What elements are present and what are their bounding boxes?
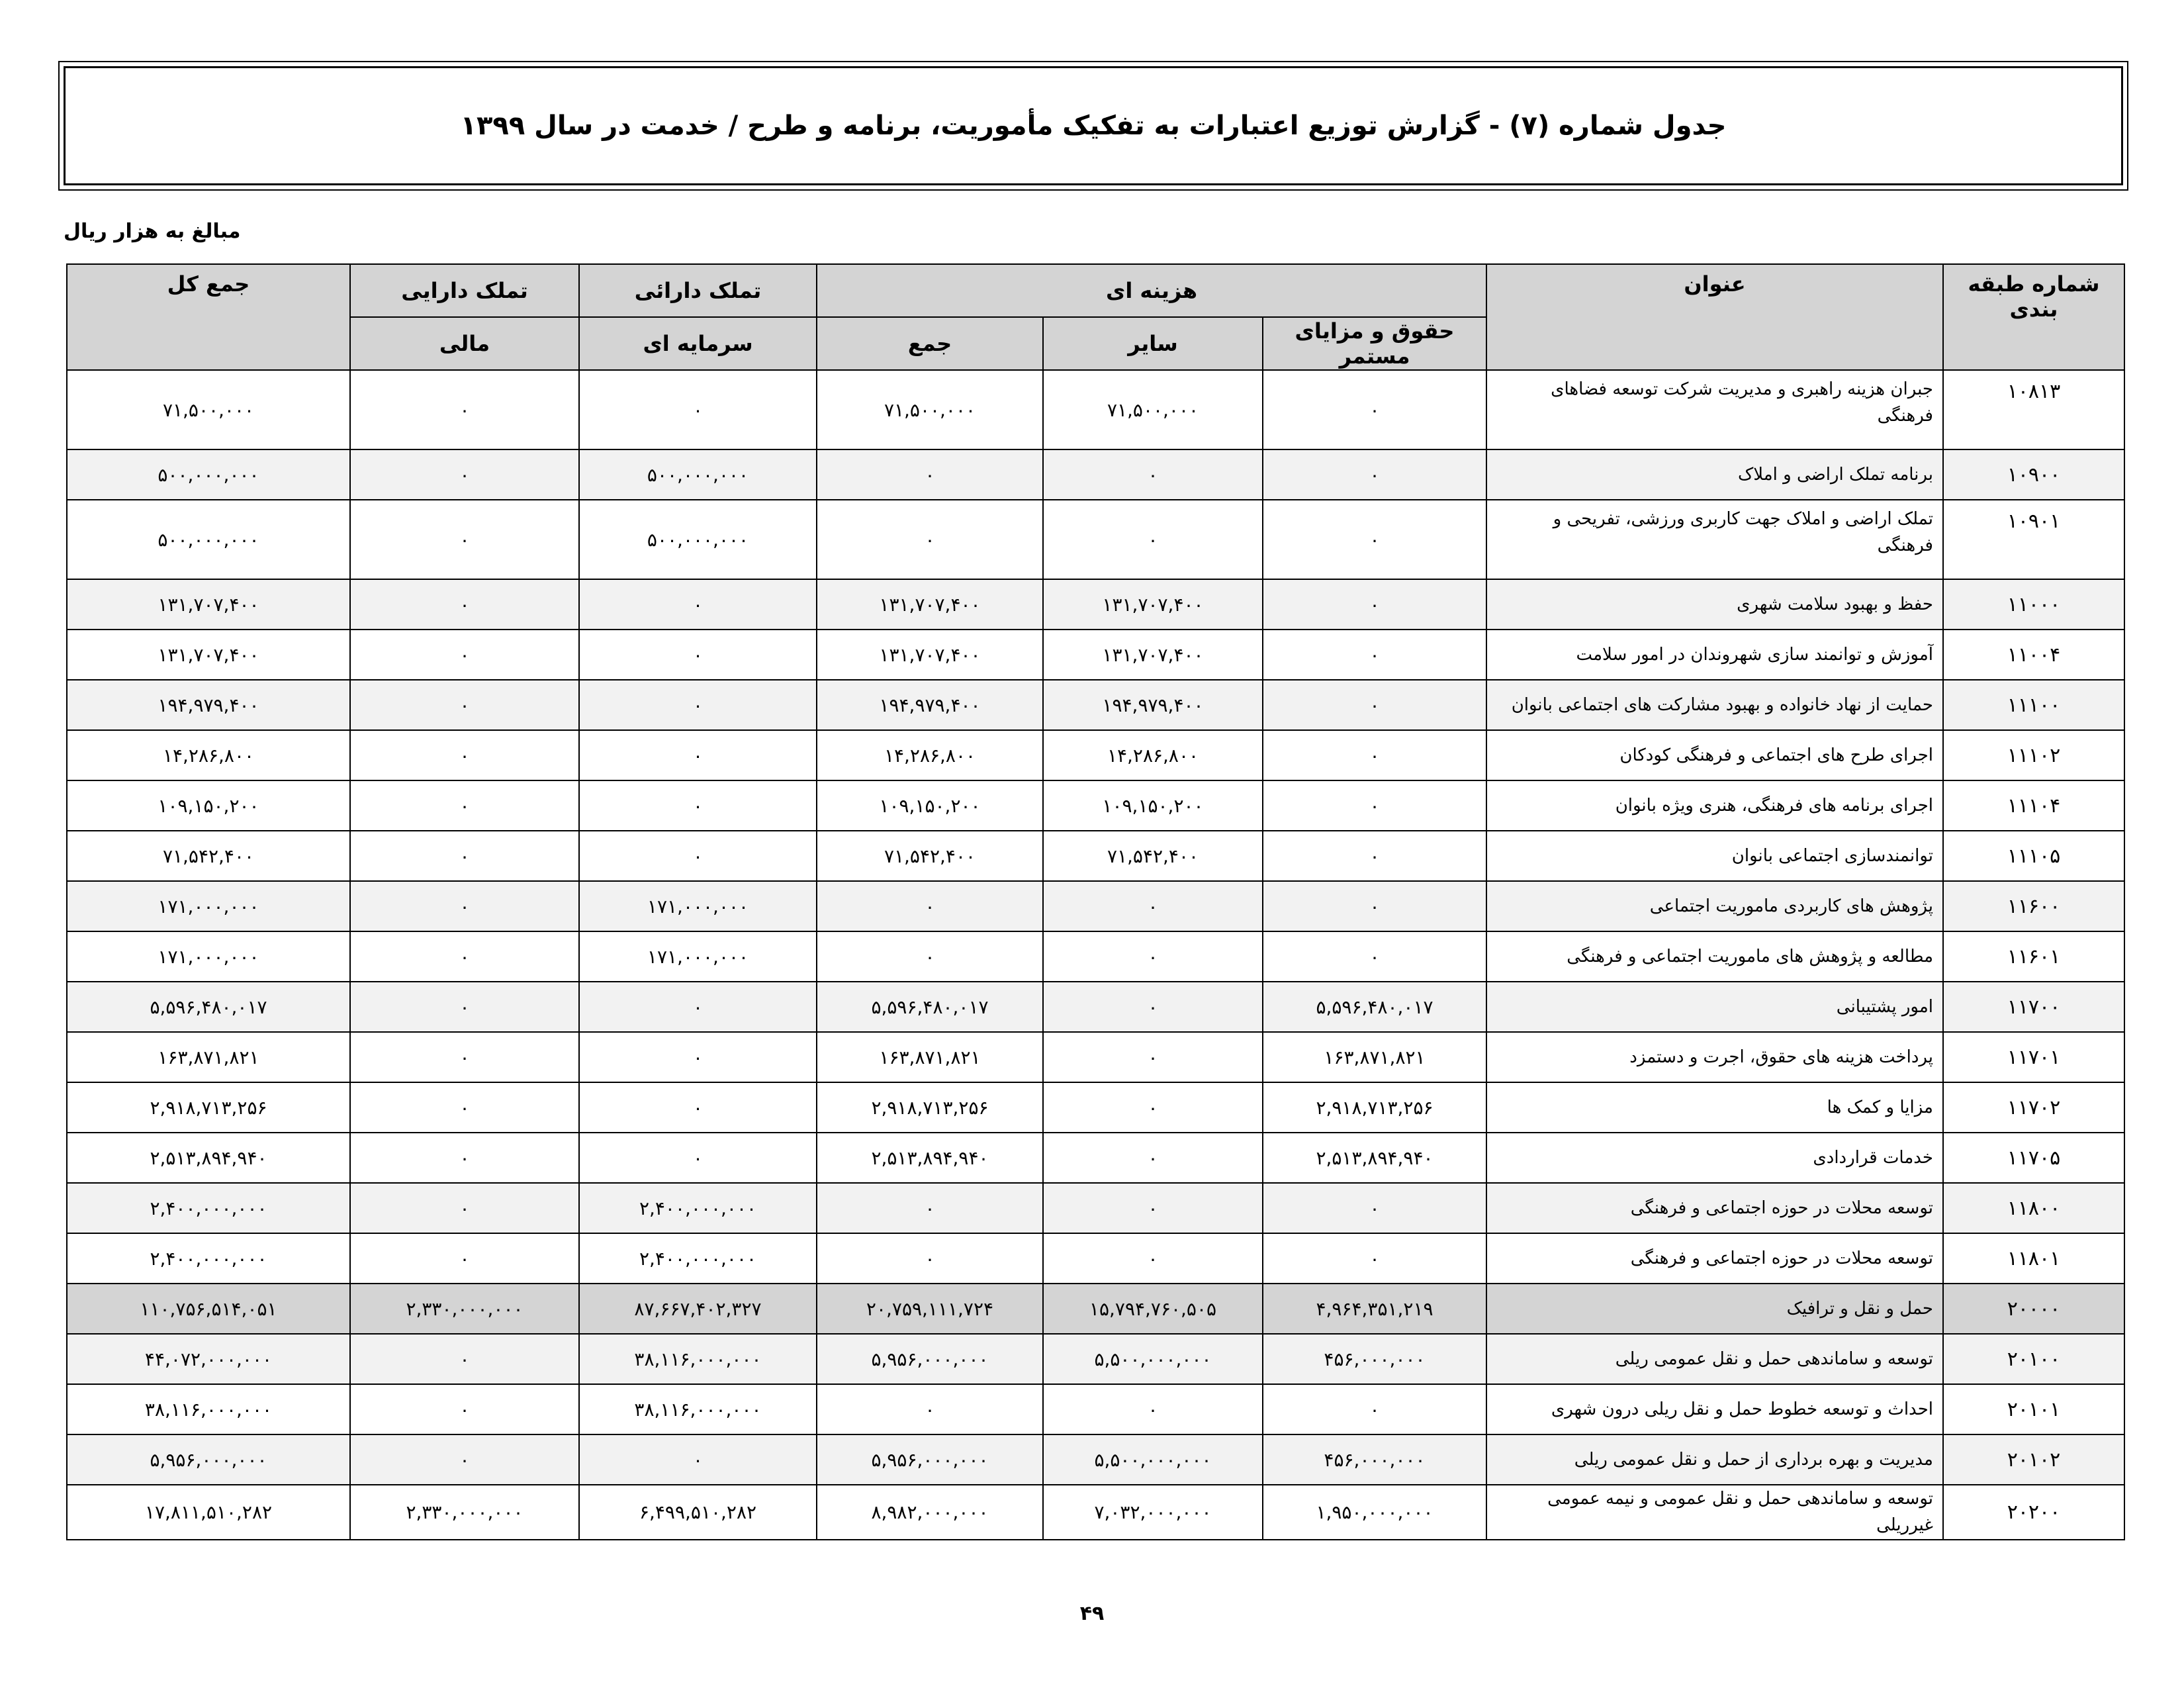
cell-capital: ۰ xyxy=(579,370,817,449)
cell-code: ۱۱۸۰۰ xyxy=(1943,1183,2124,1233)
cell-other: ۰ xyxy=(1043,982,1263,1032)
cell-capital: ۲,۴۰۰,۰۰۰,۰۰۰ xyxy=(579,1183,817,1233)
header-row-1 xyxy=(67,264,2124,317)
cell-capital: ۰ xyxy=(579,1133,817,1183)
cell-expense-total: ۲,۵۱۳,۸۹۴,۹۴۰ xyxy=(817,1133,1043,1183)
table-row xyxy=(67,1133,2124,1183)
cell-expense-total: ۵,۹۵۶,۰۰۰,۰۰۰ xyxy=(817,1434,1043,1485)
table-row xyxy=(67,881,2124,931)
cell-code: ۱۱۰۰۴ xyxy=(1943,630,2124,680)
cell-grand-total: ۴۴,۰۷۲,۰۰۰,۰۰۰ xyxy=(67,1334,350,1384)
cell-title: حفظ و بهبود سلامت شهری xyxy=(1486,579,1943,630)
cell-expense-total: ۰ xyxy=(817,1183,1043,1233)
cell-salary: ۰ xyxy=(1263,1183,1486,1233)
cell-expense-total: ۵,۵۹۶,۴۸۰,۰۱۷ xyxy=(817,982,1043,1032)
cell-grand-total: ۲,۵۱۳,۸۹۴,۹۴۰ xyxy=(67,1133,350,1183)
cell-salary: ۲,۹۱۸,۷۱۳,۲۵۶ xyxy=(1263,1082,1486,1133)
cell-other: ۷,۰۳۲,۰۰۰,۰۰۰ xyxy=(1043,1485,1263,1540)
table-row xyxy=(67,931,2124,982)
cell-expense-total: ۵,۹۵۶,۰۰۰,۰۰۰ xyxy=(817,1334,1043,1384)
cell-salary: ۰ xyxy=(1263,931,1486,982)
table-row xyxy=(67,579,2124,630)
cell-financial: ۰ xyxy=(350,931,579,982)
cell-expense-total: ۲۰,۷۵۹,۱۱۱,۷۲۴ xyxy=(817,1284,1043,1334)
header-other: سایر xyxy=(1043,317,1263,370)
cell-other: ۰ xyxy=(1043,881,1263,931)
table-row xyxy=(67,1284,2124,1334)
cell-code: ۲۰۰۰۰ xyxy=(1943,1284,2124,1334)
cell-capital: ۱۷۱,۰۰۰,۰۰۰ xyxy=(579,881,817,931)
budget-distribution-table xyxy=(66,263,2125,1540)
cell-expense-total: ۰ xyxy=(817,1233,1043,1284)
cell-other: ۰ xyxy=(1043,500,1263,579)
cell-title: جبران هزینه راهبری و مدیریت شرکت توسعه فضاهای فرهنگی xyxy=(1486,370,1943,449)
cell-other: ۱۵,۷۹۴,۷۶۰,۵۰۵ xyxy=(1043,1284,1263,1334)
cell-salary: ۰ xyxy=(1263,370,1486,449)
cell-expense-total: ۰ xyxy=(817,931,1043,982)
header-expense-total: جمع xyxy=(817,317,1043,370)
table-row xyxy=(67,500,2124,579)
cell-grand-total: ۱۷۱,۰۰۰,۰۰۰ xyxy=(67,931,350,982)
cell-capital: ۰ xyxy=(579,680,817,730)
cell-salary: ۵,۵۹۶,۴۸۰,۰۱۷ xyxy=(1263,982,1486,1032)
cell-grand-total: ۲,۴۰۰,۰۰۰,۰۰۰ xyxy=(67,1233,350,1284)
cell-capital: ۳۸,۱۱۶,۰۰۰,۰۰۰ xyxy=(579,1334,817,1384)
cell-capital: ۵۰۰,۰۰۰,۰۰۰ xyxy=(579,449,817,500)
cell-grand-total: ۲,۴۰۰,۰۰۰,۰۰۰ xyxy=(67,1183,350,1233)
table-row xyxy=(67,730,2124,780)
cell-grand-total: ۷۱,۵۴۲,۴۰۰ xyxy=(67,831,350,881)
cell-expense-total: ۷۱,۵۴۲,۴۰۰ xyxy=(817,831,1043,881)
report-title: جدول شماره (۷) - گزارش توزیع اعتبارات به تفکیک مأموریت، برنامه و طرح / خدمت در سال ۱۳۹۹ xyxy=(460,111,1727,141)
cell-financial: ۰ xyxy=(350,730,579,780)
cell-title: مزایا و کمک ها xyxy=(1486,1082,1943,1133)
cell-title: مطالعه و پژوهش های ماموریت اجتماعی و فرهنگی xyxy=(1486,931,1943,982)
cell-other: ۵,۵۰۰,۰۰۰,۰۰۰ xyxy=(1043,1434,1263,1485)
cell-financial: ۰ xyxy=(350,1334,579,1384)
cell-financial: ۰ xyxy=(350,1032,579,1082)
cell-grand-total: ۲,۹۱۸,۷۱۳,۲۵۶ xyxy=(67,1082,350,1133)
cell-other: ۰ xyxy=(1043,449,1263,500)
cell-title: برنامه تملک اراضی و املاک xyxy=(1486,449,1943,500)
header-financial-top: تملک دارایی xyxy=(350,264,579,317)
cell-expense-total: ۷۱,۵۰۰,۰۰۰ xyxy=(817,370,1043,449)
cell-title: حمایت از نهاد خانواده و بهبود مشارکت های اجتماعی بانوان xyxy=(1486,680,1943,730)
table-row xyxy=(67,1082,2124,1133)
table-row xyxy=(67,1485,2124,1540)
cell-grand-total: ۵,۹۵۶,۰۰۰,۰۰۰ xyxy=(67,1434,350,1485)
cell-salary: ۰ xyxy=(1263,1233,1486,1284)
cell-code: ۱۱۷۰۱ xyxy=(1943,1032,2124,1082)
cell-salary: ۰ xyxy=(1263,500,1486,579)
header-capital-bottom: سرمایه ای xyxy=(579,317,817,370)
cell-salary: ۱,۹۵۰,۰۰۰,۰۰۰ xyxy=(1263,1485,1486,1540)
cell-grand-total: ۱۹۴,۹۷۹,۴۰۰ xyxy=(67,680,350,730)
cell-expense-total: ۱۰۹,۱۵۰,۲۰۰ xyxy=(817,780,1043,831)
header-code: شماره طبقه بندی xyxy=(1943,264,2124,370)
cell-code: ۱۱۶۰۱ xyxy=(1943,931,2124,982)
cell-financial: ۰ xyxy=(350,1384,579,1434)
cell-expense-total: ۰ xyxy=(817,881,1043,931)
cell-capital: ۰ xyxy=(579,982,817,1032)
cell-title: احداث و توسعه خطوط حمل و نقل ریلی درون شهری xyxy=(1486,1384,1943,1434)
cell-capital: ۰ xyxy=(579,1082,817,1133)
cell-code: ۱۱۶۰۰ xyxy=(1943,881,2124,931)
cell-title: خدمات قراردادی xyxy=(1486,1133,1943,1183)
cell-title: توسعه محلات در حوزه اجتماعی و فرهنگی xyxy=(1486,1233,1943,1284)
cell-capital: ۰ xyxy=(579,1032,817,1082)
cell-salary: ۱۶۳,۸۷۱,۸۲۱ xyxy=(1263,1032,1486,1082)
cell-title: امور پشتیبانی xyxy=(1486,982,1943,1032)
table-body xyxy=(67,370,2124,1540)
cell-other: ۰ xyxy=(1043,1032,1263,1082)
cell-title: آموزش و توانمند سازی شهروندان در امور سلامت xyxy=(1486,630,1943,680)
cell-salary: ۰ xyxy=(1263,831,1486,881)
cell-grand-total: ۵,۵۹۶,۴۸۰,۰۱۷ xyxy=(67,982,350,1032)
cell-capital: ۵۰۰,۰۰۰,۰۰۰ xyxy=(579,500,817,579)
cell-code: ۱۱۱۰۵ xyxy=(1943,831,2124,881)
cell-code: ۱۱۸۰۱ xyxy=(1943,1233,2124,1284)
table-row xyxy=(67,780,2124,831)
cell-capital: ۸۷,۶۶۷,۴۰۲,۳۲۷ xyxy=(579,1284,817,1334)
cell-salary: ۰ xyxy=(1263,780,1486,831)
header-salary: حقوق و مزایای مستمر xyxy=(1263,317,1486,370)
cell-capital: ۰ xyxy=(579,780,817,831)
table-row xyxy=(67,630,2124,680)
cell-other: ۷۱,۵۰۰,۰۰۰ xyxy=(1043,370,1263,449)
cell-expense-total: ۰ xyxy=(817,500,1043,579)
cell-grand-total: ۳۸,۱۱۶,۰۰۰,۰۰۰ xyxy=(67,1384,350,1434)
cell-financial: ۰ xyxy=(350,1233,579,1284)
cell-expense-total: ۸,۹۸۲,۰۰۰,۰۰۰ xyxy=(817,1485,1043,1540)
cell-code: ۱۱۷۰۵ xyxy=(1943,1133,2124,1183)
cell-other: ۱۹۴,۹۷۹,۴۰۰ xyxy=(1043,680,1263,730)
cell-code: ۲۰۱۰۰ xyxy=(1943,1334,2124,1384)
report-title-box xyxy=(64,66,2123,185)
cell-financial: ۰ xyxy=(350,1082,579,1133)
cell-salary: ۰ xyxy=(1263,881,1486,931)
header-financial-bottom: مالی xyxy=(350,317,579,370)
cell-capital: ۳۸,۱۱۶,۰۰۰,۰۰۰ xyxy=(579,1384,817,1434)
cell-capital: ۲,۴۰۰,۰۰۰,۰۰۰ xyxy=(579,1233,817,1284)
cell-other: ۱۳۱,۷۰۷,۴۰۰ xyxy=(1043,579,1263,630)
page-number: ۴۹ xyxy=(1079,1602,1105,1625)
cell-code: ۱۱۷۰۰ xyxy=(1943,982,2124,1032)
header-title: عنوان xyxy=(1486,264,1943,370)
cell-salary: ۴,۹۶۴,۳۵۱,۲۱۹ xyxy=(1263,1284,1486,1334)
cell-title: اجرای طرح های اجتماعی و فرهنگی کودکان xyxy=(1486,730,1943,780)
cell-other: ۱۳۱,۷۰۷,۴۰۰ xyxy=(1043,630,1263,680)
cell-other: ۰ xyxy=(1043,1384,1263,1434)
cell-code: ۲۰۱۰۱ xyxy=(1943,1384,2124,1434)
cell-title: توسعه محلات در حوزه اجتماعی و فرهنگی xyxy=(1486,1183,1943,1233)
cell-financial: ۲,۳۳۰,۰۰۰,۰۰۰ xyxy=(350,1485,579,1540)
cell-financial: ۰ xyxy=(350,630,579,680)
cell-expense-total: ۲,۹۱۸,۷۱۳,۲۵۶ xyxy=(817,1082,1043,1133)
cell-salary: ۰ xyxy=(1263,579,1486,630)
cell-grand-total: ۵۰۰,۰۰۰,۰۰۰ xyxy=(67,500,350,579)
currency-unit-note: مبالغ به هزار ریال xyxy=(64,220,241,243)
cell-title: تملک اراضی و املاک جهت کاربری ورزشی، تفریحی و فرهنگی xyxy=(1486,500,1943,579)
cell-grand-total: ۱۳۱,۷۰۷,۴۰۰ xyxy=(67,630,350,680)
cell-grand-total: ۱۷,۸۱۱,۵۱۰,۲۸۲ xyxy=(67,1485,350,1540)
cell-financial: ۰ xyxy=(350,449,579,500)
cell-grand-total: ۱۴,۲۸۶,۸۰۰ xyxy=(67,730,350,780)
cell-financial: ۰ xyxy=(350,831,579,881)
cell-financial: ۰ xyxy=(350,500,579,579)
cell-capital: ۱۷۱,۰۰۰,۰۰۰ xyxy=(579,931,817,982)
cell-expense-total: ۰ xyxy=(817,1384,1043,1434)
cell-salary: ۴۵۶,۰۰۰,۰۰۰ xyxy=(1263,1334,1486,1384)
cell-financial: ۰ xyxy=(350,370,579,449)
cell-financial: ۰ xyxy=(350,1183,579,1233)
header-capital-top: تملک دارائی xyxy=(579,264,817,317)
cell-expense-total: ۱۹۴,۹۷۹,۴۰۰ xyxy=(817,680,1043,730)
cell-other: ۰ xyxy=(1043,1133,1263,1183)
cell-other: ۵,۵۰۰,۰۰۰,۰۰۰ xyxy=(1043,1334,1263,1384)
cell-financial: ۰ xyxy=(350,780,579,831)
table-row xyxy=(67,1032,2124,1082)
cell-code: ۱۱۷۰۲ xyxy=(1943,1082,2124,1133)
table-row xyxy=(67,1233,2124,1284)
cell-code: ۱۱۱۰۴ xyxy=(1943,780,2124,831)
header-expense-group: هزینه ای xyxy=(817,264,1486,317)
cell-financial: ۲,۳۳۰,۰۰۰,۰۰۰ xyxy=(350,1284,579,1334)
table-row xyxy=(67,831,2124,881)
cell-code: ۱۰۸۱۳ xyxy=(1943,370,2124,449)
cell-capital: ۰ xyxy=(579,1434,817,1485)
cell-code: ۱۱۱۰۲ xyxy=(1943,730,2124,780)
cell-salary: ۰ xyxy=(1263,630,1486,680)
cell-expense-total: ۱۶۳,۸۷۱,۸۲۱ xyxy=(817,1032,1043,1082)
table-row xyxy=(67,680,2124,730)
cell-title: توانمندسازی اجتماعی بانوان xyxy=(1486,831,1943,881)
cell-code: ۱۰۹۰۱ xyxy=(1943,500,2124,579)
cell-other: ۷۱,۵۴۲,۴۰۰ xyxy=(1043,831,1263,881)
cell-financial: ۰ xyxy=(350,881,579,931)
table-row xyxy=(67,1334,2124,1384)
cell-expense-total: ۱۴,۲۸۶,۸۰۰ xyxy=(817,730,1043,780)
cell-capital: ۰ xyxy=(579,730,817,780)
cell-financial: ۰ xyxy=(350,680,579,730)
cell-other: ۰ xyxy=(1043,1233,1263,1284)
cell-other: ۱۰۹,۱۵۰,۲۰۰ xyxy=(1043,780,1263,831)
cell-financial: ۰ xyxy=(350,1434,579,1485)
cell-expense-total: ۱۳۱,۷۰۷,۴۰۰ xyxy=(817,630,1043,680)
cell-code: ۱۱۱۰۰ xyxy=(1943,680,2124,730)
cell-code: ۱۱۰۰۰ xyxy=(1943,579,2124,630)
cell-salary: ۰ xyxy=(1263,680,1486,730)
cell-title: پژوهش های کاربردی ماموریت اجتماعی xyxy=(1486,881,1943,931)
cell-financial: ۰ xyxy=(350,579,579,630)
table-row xyxy=(67,1384,2124,1434)
cell-grand-total: ۱۰۹,۱۵۰,۲۰۰ xyxy=(67,780,350,831)
cell-capital: ۰ xyxy=(579,579,817,630)
cell-code: ۲۰۱۰۲ xyxy=(1943,1434,2124,1485)
table-row xyxy=(67,982,2124,1032)
cell-salary: ۰ xyxy=(1263,1384,1486,1434)
cell-title: توسعه و ساماندهی حمل و نقل عمومی و نیمه عمومی غیرریلی xyxy=(1486,1485,1943,1540)
cell-other: ۱۴,۲۸۶,۸۰۰ xyxy=(1043,730,1263,780)
cell-code: ۲۰۲۰۰ xyxy=(1943,1485,2124,1540)
table-row xyxy=(67,1183,2124,1233)
cell-title: حمل و نقل و ترافیک xyxy=(1486,1284,1943,1334)
cell-title: اجرای برنامه های فرهنگی، هنری ویژه بانوان xyxy=(1486,780,1943,831)
cell-grand-total: ۵۰۰,۰۰۰,۰۰۰ xyxy=(67,449,350,500)
cell-other: ۰ xyxy=(1043,931,1263,982)
cell-grand-total: ۱۷۱,۰۰۰,۰۰۰ xyxy=(67,881,350,931)
cell-other: ۰ xyxy=(1043,1082,1263,1133)
cell-grand-total: ۱۱۰,۷۵۶,۵۱۴,۰۵۱ xyxy=(67,1284,350,1334)
cell-salary: ۲,۵۱۳,۸۹۴,۹۴۰ xyxy=(1263,1133,1486,1183)
table-row xyxy=(67,449,2124,500)
cell-code: ۱۰۹۰۰ xyxy=(1943,449,2124,500)
table-row xyxy=(67,1434,2124,1485)
cell-capital: ۰ xyxy=(579,831,817,881)
cell-title: مدیریت و بهره برداری از حمل و نقل عمومی ریلی xyxy=(1486,1434,1943,1485)
cell-other: ۰ xyxy=(1043,1183,1263,1233)
cell-grand-total: ۷۱,۵۰۰,۰۰۰ xyxy=(67,370,350,449)
cell-capital: ۰ xyxy=(579,630,817,680)
cell-expense-total: ۰ xyxy=(817,449,1043,500)
cell-title: پرداخت هزینه های حقوق، اجرت و دستمزد xyxy=(1486,1032,1943,1082)
cell-expense-total: ۱۳۱,۷۰۷,۴۰۰ xyxy=(817,579,1043,630)
cell-grand-total: ۱۶۳,۸۷۱,۸۲۱ xyxy=(67,1032,350,1082)
cell-capital: ۶,۴۹۹,۵۱۰,۲۸۲ xyxy=(579,1485,817,1540)
header-grand-total: جمع کل xyxy=(67,264,350,370)
table-row xyxy=(67,370,2124,449)
cell-title: توسعه و ساماندهی حمل و نقل عمومی ریلی xyxy=(1486,1334,1943,1384)
cell-grand-total: ۱۳۱,۷۰۷,۴۰۰ xyxy=(67,579,350,630)
cell-salary: ۴۵۶,۰۰۰,۰۰۰ xyxy=(1263,1434,1486,1485)
cell-salary: ۰ xyxy=(1263,730,1486,780)
cell-salary: ۰ xyxy=(1263,449,1486,500)
cell-financial: ۰ xyxy=(350,1133,579,1183)
cell-financial: ۰ xyxy=(350,982,579,1032)
